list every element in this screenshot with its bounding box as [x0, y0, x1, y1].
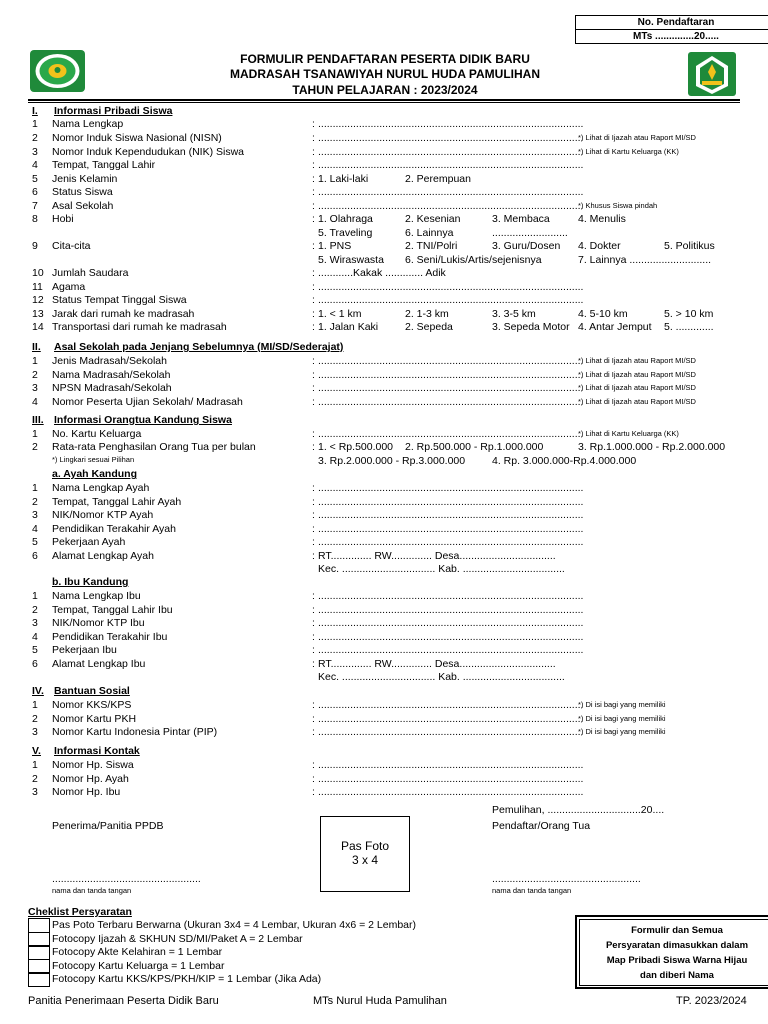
personal-info-row: 14 Transportasi dari rumah ke madrasah :	[32, 321, 315, 333]
social-aid-row: 2 Nomor Kartu PKH : ........................................................................................... *) Di isi bagi yang memiliki	[32, 712, 666, 725]
row-label: Nomor Peserta Ujian Sekolah/ Madrasah	[52, 395, 243, 408]
father-row: 4 Pendidikan Terakahir Ayah : ...........................................................................................	[32, 522, 584, 535]
footer-middle: MTs Nurul Huda Pamulihan	[313, 995, 447, 1007]
fill-field[interactable]: ...........................................................................................	[318, 522, 584, 535]
row-number: 9	[32, 240, 38, 252]
instruction-box: Formulir dan Semua Persyaratan dimasukkan dalam Map Pribadi Siswa Warna Hijau dan diberi Nama	[575, 915, 768, 989]
row-number: 11	[32, 281, 43, 293]
row-note: *) Khusus Siswa pindah	[578, 201, 658, 210]
row-number: 5	[32, 644, 38, 656]
row-number: 3	[32, 509, 38, 521]
fill-field[interactable]: ...........................................................................................	[318, 509, 584, 521]
checklist-item: Fotocopy Kartu KKS/KPS/PKH/KIP = 1 Lembar (Jika Ada)	[52, 973, 322, 985]
personal-info-row: 9 Cita-cita :	[32, 240, 315, 252]
row-note: *) Lihat di Ijazah atau Raport MI/SD	[578, 133, 696, 142]
transport-options: 1. Jalan Kaki 2. Sepeda 3. Sepeda Motor 4. Antar Jemput 5. .............	[318, 321, 714, 333]
father-address-line-2: Kec. ................................ Kab. ...................................	[318, 563, 565, 575]
row-number: 2	[32, 368, 38, 381]
row-number: 2	[32, 772, 38, 785]
receiver-caption: nama dan tanda tangan	[52, 886, 132, 895]
fill-field[interactable]: ...........................................................................................	[318, 590, 584, 602]
row-number: 8	[32, 213, 38, 225]
registration-box	[575, 15, 768, 44]
fill-field[interactable]: ...........................................................................................	[318, 630, 584, 643]
row-label: Tempat, Tanggal Lahir Ayah	[52, 495, 182, 508]
row-label: Pendidikan Terakahir Ibu	[52, 630, 168, 643]
row-note: *) Lihat di Ijazah atau Raport MI/SD	[578, 356, 696, 365]
checklist-title: Cheklist Persyaratan	[28, 906, 132, 918]
row-label: Transportasi dari rumah ke madrasah	[52, 321, 227, 333]
row-number: 3	[32, 146, 38, 158]
income-row-2: *) Lingkari sesuai Pilihan 3. Rp.2.000.000 - Rp.3.000.000 4. Rp. 3.000.000-Rp.4.000.000	[52, 455, 637, 467]
row-number: 4	[32, 522, 38, 535]
row-label: NIK/Nomor KTP Ibu	[52, 617, 145, 629]
row-label: Nama Lengkap Ayah	[52, 482, 150, 494]
hobby-options-2: 5. Traveling 6. Lainnya ..........................	[318, 227, 568, 239]
row-label: Nama Lengkap Ibu	[52, 590, 141, 602]
row-label: Status Siswa	[52, 186, 113, 198]
row-label: Nomor Hp. Ibu	[52, 786, 121, 798]
row-label: Hobi	[52, 213, 74, 225]
row-number: 6	[32, 549, 38, 562]
personal-info-row: 6 Status Siswa : ...........................................................................................	[32, 186, 584, 198]
row-number: 3	[32, 726, 38, 738]
row-note: *) Lihat di Ijazah atau Raport MI/SD	[578, 383, 696, 392]
row-note: *) Lihat di Ijazah atau Raport MI/SD	[578, 396, 696, 406]
checklist-checkbox[interactable]	[28, 972, 50, 987]
row-number: 14	[32, 321, 44, 333]
checklist-item: Fotocopy Ijazah & SKHUN SD/MI/Paket A = 2 Lembar	[52, 932, 303, 945]
fill-field[interactable]: ...........................................................................................	[318, 712, 584, 725]
row-label: Pekerjaan Ayah	[52, 536, 126, 548]
row-number: 1	[32, 590, 38, 602]
row-label: Alamat Lengkap Ibu	[52, 657, 146, 670]
personal-info-row: 4 Tempat, Tanggal Lahir : ...........................................................................................	[32, 159, 584, 171]
personal-info-row: 12 Status Tempat Tinggal Siswa : ...........................................................................................	[32, 294, 584, 306]
registration-mts: MTs ..............20.....	[633, 31, 719, 42]
fill-field[interactable]: ...........................................................................................	[318, 186, 584, 198]
row-number: 7	[32, 200, 38, 212]
row-label: Tempat, Tanggal Lahir Ibu	[52, 603, 173, 616]
ministry-logo-icon	[688, 52, 736, 96]
row-number: 1	[32, 355, 38, 367]
mother-row: 2 Tempat, Tanggal Lahir Ibu : ...........................................................................................	[32, 603, 584, 616]
fill-field[interactable]: ...........................................................................................	[318, 281, 584, 293]
row-label: Tempat, Tanggal Lahir	[52, 159, 156, 171]
registrant-label: Pendaftar/Orang Tua	[492, 820, 591, 832]
row-number: 5	[32, 173, 38, 185]
row-number: 4	[32, 159, 38, 171]
school-logo-icon	[30, 50, 85, 92]
row-number: 6	[32, 657, 38, 670]
mother-row: 6 Alamat Lengkap Ibu : RT.............. RW.............. Desa.................................	[32, 657, 556, 670]
row-number: 4	[32, 395, 38, 408]
fill-field[interactable]: ...........................................................................................	[318, 294, 584, 306]
row-number: 12	[32, 294, 44, 306]
fill-field[interactable]: ...........................................................................................	[318, 536, 584, 548]
row-label: Nomor Induk Kependudukan (NIK) Siswa	[52, 146, 245, 158]
personal-info-row: 3 Nomor Induk Kependudukan (NIK) Siswa : ........................................................................................... *) Lihat di Kartu Keluarga (KK)	[32, 146, 679, 158]
address-line-1[interactable]: RT.............. RW.............. Desa.................................	[318, 657, 556, 670]
aspiration-options-1: 1. PNS 2. TNI/Polri 3. Guru/Dosen 4. Dokter 5. Politikus	[318, 240, 715, 252]
personal-info-row: 8 Hobi :	[32, 213, 315, 225]
father-row: 3 NIK/Nomor KTP Ayah : ...........................................................................................	[32, 509, 584, 521]
mother-row: 3 NIK/Nomor KTP Ibu : ...........................................................................................	[32, 617, 584, 629]
form-title: FORMULIR PENDAFTARAN PESERTA DIDIK BARU	[240, 52, 530, 66]
registrant-signature-line: ...................................................	[492, 873, 641, 885]
contact-row: 3 Nomor Hp. Ibu : ...........................................................................................	[32, 786, 584, 798]
personal-info-row: 7 Asal Sekolah : ........................................................................................... *) Khusus Siswa pindah	[32, 200, 658, 212]
row-number: 3	[32, 382, 38, 394]
siblings-field: ............Kakak ............. Adik	[318, 267, 446, 279]
registration-label: No. Pendaftaran	[576, 16, 768, 30]
row-note: *) Di isi bagi yang memiliki	[578, 700, 666, 709]
row-label: Nomor KKS/KPS	[52, 699, 132, 711]
hobby-options-1: 1. Olahraga 2. Kesenian 3. Membaca 4. Menulis	[318, 213, 626, 225]
row-number: 5	[32, 536, 38, 548]
checklist-item: Pas Poto Terbaru Berwarna (Ukuran 3x4 = 4 Lembar, Ukuran 4x6 = 2 Lembar)	[52, 919, 416, 931]
fill-field[interactable]: ...........................................................................................	[318, 395, 584, 408]
fill-field[interactable]: ...........................................................................................	[318, 368, 584, 381]
row-label: Nomor Hp. Siswa	[52, 759, 134, 771]
row-label: Agama	[52, 281, 86, 293]
fill-field[interactable]: ...........................................................................................	[318, 603, 584, 616]
fill-field[interactable]: ...........................................................................................	[318, 132, 584, 144]
row-number: 1	[32, 759, 38, 771]
row-number: 4	[32, 630, 38, 643]
row-label: Nomor Induk Siswa Nasional (NISN)	[52, 132, 222, 144]
row-label: Status Tempat Tinggal Siswa	[52, 294, 187, 306]
prev-school-row: 4 Nomor Peserta Ujian Sekolah/ Madrasah : ........................................................................................... *) Lihat di Ijazah atau Raport MI/SD	[32, 395, 696, 408]
row-number: 1	[32, 699, 38, 711]
father-row: 1 Nama Lengkap Ayah : ...........................................................................................	[32, 482, 584, 494]
row-label: Jenis Kelamin	[52, 173, 118, 185]
receiver-signature-line: ...................................................	[52, 873, 201, 885]
row-number: 1	[32, 118, 38, 130]
receiver-label: Penerima/Panitia PPDB	[52, 820, 164, 832]
fill-field[interactable]: ...........................................................................................	[318, 200, 584, 212]
fill-field[interactable]: ...........................................................................................	[318, 355, 584, 367]
header-divider	[28, 99, 740, 101]
row-note: *) Di isi bagi yang memiliki	[578, 713, 666, 723]
contact-row: 2 Nomor Hp. Ayah : ...........................................................................................	[32, 772, 584, 785]
personal-info-row: 10 Jumlah Saudara :	[32, 267, 315, 279]
fill-field[interactable]: ...........................................................................................	[318, 699, 584, 711]
row-label: Jenis Madrasah/Sekolah	[52, 355, 167, 367]
prev-school-row: 2 Nama Madrasah/Sekolah : ........................................................................................... *) Lihat di Ijazah atau Raport MI/SD	[32, 368, 696, 381]
fill-field[interactable]: ...........................................................................................	[318, 146, 584, 158]
row-number: 10	[32, 267, 44, 279]
row-label: Nomor Kartu PKH	[52, 712, 137, 725]
fill-field[interactable]: ...........................................................................................	[318, 482, 584, 494]
row-label: Nomor Kartu Indonesia Pintar (PIP)	[52, 726, 218, 738]
row-number: 2	[32, 132, 38, 144]
personal-info-row: 11 Agama : ...........................................................................................	[32, 281, 584, 293]
aspiration-options-2: 5. Wiraswasta 6. Seni/Lukis/Artis/sejenisnya 7. Lainnya ............................	[318, 254, 712, 266]
header-divider-thin	[28, 102, 740, 103]
personal-info-row: 13 Jarak dari rumah ke madrasah :	[32, 308, 315, 320]
row-note: *) Lihat di Ijazah atau Raport MI/SD	[578, 369, 696, 379]
row-label: Nama Lengkap	[52, 118, 124, 130]
row-number: 2	[32, 603, 38, 616]
row-label: Jumlah Saudara	[52, 267, 129, 279]
row-label: Alamat Lengkap Ayah	[52, 549, 154, 562]
mother-row: 1 Nama Lengkap Ibu : ...........................................................................................	[32, 590, 584, 602]
family-card-row: 1 No. Kartu Keluarga : ........................................................................................... *) Lihat di Kartu Keluarga (KK)	[32, 428, 679, 440]
social-aid-row: 3 Nomor Kartu Indonesia Pintar (PIP) : ........................................................................................... *) Di isi bagi yang memiliki	[32, 726, 666, 738]
row-number: 2	[32, 712, 38, 725]
fill-field[interactable]: ...........................................................................................	[318, 118, 584, 130]
fill-field[interactable]: ...........................................................................................	[318, 382, 584, 394]
address-line-1[interactable]: RT.............. RW.............. Desa.................................	[318, 549, 556, 562]
checklist-item: Fotocopy Akte Kelahiran = 1 Lembar	[52, 946, 223, 958]
row-label: Cita-cita	[52, 240, 91, 252]
fill-field[interactable]: ...........................................................................................	[318, 644, 584, 656]
social-aid-row: 1 Nomor KKS/KPS : ........................................................................................... *) Di isi bagi yang memiliki	[32, 699, 666, 711]
contact-row: 1 Nomor Hp. Siswa : ...........................................................................................	[32, 759, 584, 771]
mother-address-line-2: Kec. ................................ Kab. ...................................	[318, 671, 565, 683]
row-number: 1	[32, 482, 38, 494]
fill-field[interactable]: ...........................................................................................	[318, 772, 584, 785]
sign-place-date: Pemulihan, ................................20....	[492, 804, 665, 816]
footer-left: Panitia Penerimaan Peserta Didik Baru	[28, 995, 219, 1007]
personal-info-row: 1 Nama Lengkap : ...........................................................................................	[32, 118, 584, 130]
row-label: Nomor Hp. Ayah	[52, 772, 129, 785]
row-note: *) Lihat di Kartu Keluarga (KK)	[578, 147, 679, 156]
registrant-caption: nama dan tanda tangan	[492, 886, 572, 895]
fill-field[interactable]: ...........................................................................................	[318, 495, 584, 508]
personal-info-row: 2 Nomor Induk Siswa Nasional (NISN) : ........................................................................................... *) Lihat di Ijazah atau Raport MI/SD	[32, 132, 696, 144]
row-label: Asal Sekolah	[52, 200, 114, 212]
row-label: Nama Madrasah/Sekolah	[52, 368, 171, 381]
row-note: *) Di isi bagi yang memiliki	[578, 727, 666, 736]
row-label: NPSN Madrasah/Sekolah	[52, 382, 172, 394]
father-row: 2 Tempat, Tanggal Lahir Ayah : ...........................................................................................	[32, 495, 584, 508]
row-number: 3	[32, 786, 38, 798]
photo-placeholder: Pas Foto 3 x 4	[320, 816, 410, 892]
row-label: Pendidikan Terakahir Ayah	[52, 522, 176, 535]
row-number: 13	[32, 308, 44, 320]
mother-row: 4 Pendidikan Terakahir Ibu : ...........................................................................................	[32, 630, 584, 643]
distance-options: 1. < 1 km 2. 1-3 km 3. 3-5 km 4. 5-10 km 5. > 10 km	[318, 308, 714, 320]
row-number: 2	[32, 495, 38, 508]
footer-right: TP. 2023/2024	[676, 995, 747, 1007]
row-number: 6	[32, 186, 38, 198]
income-row: 2 Rata-rata Penghasilan Orang Tua per bulan : 1. < Rp.500.000 2. Rp.500.000 - Rp.1.000.000 3. Rp.1.000.000 - Rp.2.000.000	[32, 441, 726, 453]
row-label: Pekerjaan Ibu	[52, 644, 117, 656]
checklist-item: Fotocopy Kartu Keluarga = 1 Lembar	[52, 959, 225, 972]
father-row: 6 Alamat Lengkap Ayah : RT.............. RW.............. Desa.................................	[32, 549, 556, 562]
prev-school-row: 1 Jenis Madrasah/Sekolah : ........................................................................................... *) Lihat di Ijazah atau Raport MI/SD	[32, 355, 696, 367]
mother-row: 5 Pekerjaan Ibu : ...........................................................................................	[32, 644, 584, 656]
personal-info-row: 5 Jenis Kelamin :	[32, 173, 315, 185]
school-name: MADRASAH TSANAWIYAH NURUL HUDA PAMULIHAN	[230, 67, 540, 81]
gender-options: 1. Laki-laki 2. Perempuan	[318, 173, 471, 185]
father-row: 5 Pekerjaan Ayah : ...........................................................................................	[32, 536, 584, 548]
row-number: 3	[32, 617, 38, 629]
fill-field[interactable]: ...........................................................................................	[318, 159, 584, 171]
fill-field[interactable]: ...........................................................................................	[318, 617, 584, 629]
fill-field[interactable]: ...........................................................................................	[318, 726, 584, 738]
fill-field[interactable]: ...........................................................................................	[318, 786, 584, 798]
academic-year: TAHUN PELAJARAN : 2023/2024	[292, 83, 478, 97]
fill-field[interactable]: ...........................................................................................	[318, 759, 584, 771]
row-label: Jarak dari rumah ke madrasah	[52, 308, 195, 320]
row-label: NIK/Nomor KTP Ayah	[52, 509, 154, 521]
prev-school-row: 3 NPSN Madrasah/Sekolah : ........................................................................................... *) Lihat di Ijazah atau Raport MI/SD	[32, 382, 696, 394]
